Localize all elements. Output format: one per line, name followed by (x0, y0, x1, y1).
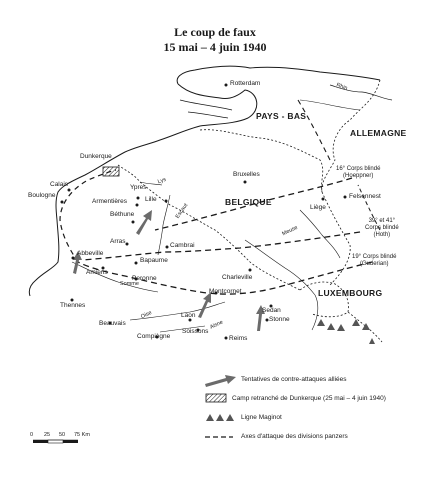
city-laon: Laon (181, 312, 196, 319)
city-ypres: Ypres (130, 184, 147, 191)
legend-panzer-axes: Axes d'attaque des divisions panzers (241, 433, 348, 440)
army-19-line2: (Guderian) (359, 261, 389, 267)
city-reims: Reims (229, 335, 248, 342)
estuary-2 (188, 112, 228, 118)
city-cambrai: Cambrai (170, 242, 195, 249)
river-aisne: Aisne (209, 319, 225, 331)
army-16-line2: (Hoeppner) (343, 173, 374, 179)
city-lille: Lille (145, 196, 157, 203)
legend-maginot: Ligne Maginot (241, 414, 282, 421)
army-16-line1: 16° Corps blindé (336, 166, 381, 172)
arrow-arras (136, 210, 152, 235)
city-dunkerque: Dunkerque (80, 153, 112, 160)
city-rotterdam: Rotterdam (230, 80, 261, 87)
estuary (180, 100, 232, 110)
map-subtitle: 15 mai – 4 juin 1940 (163, 40, 267, 54)
city-peronne: Peronne (132, 275, 157, 282)
country-luxembourg: LUXEMBOURG (318, 288, 383, 298)
city-sedan: Sedan (262, 307, 281, 314)
city-compiegne: Compiègne (137, 333, 171, 340)
army-16-corps (336, 166, 380, 180)
army-19-line1: 19° Corps blindé (352, 254, 397, 260)
scale-bar (33, 440, 78, 443)
dutch-coast (177, 66, 380, 84)
country-belgique: BELGIQUE (225, 197, 272, 207)
city-amiens: Amiens (86, 269, 108, 276)
city-bethune: Béthune (110, 211, 135, 218)
army-39-line2: Corps blindé (365, 225, 399, 231)
river-oise: Oise (140, 309, 153, 321)
axis-north (298, 100, 330, 160)
rhin-river-2 (300, 100, 360, 110)
army-39-41-corps (365, 218, 399, 239)
army-19-corps (352, 254, 396, 268)
city-calais: Calais (50, 181, 69, 188)
legend-counter-attacks: Tentatives de contre-attaques alliées (241, 376, 347, 383)
scale-label-25: 25 (44, 432, 51, 438)
city-abbeville: Abbeville (77, 250, 104, 257)
city-bapaume: Bapaume (140, 257, 168, 264)
escaut-river (158, 195, 170, 255)
river-somme: Somme (120, 281, 139, 287)
border-nl-be (200, 130, 323, 192)
legend-hatch-icon (206, 394, 226, 402)
army-39-line1: 39° et 41° (368, 218, 396, 224)
city-charleville: Charleville (222, 274, 253, 281)
city-dots (61, 84, 347, 340)
city-felsennest: Felsennest (349, 193, 381, 200)
river-rhin: Rhin (335, 82, 349, 92)
maginot-line (317, 319, 375, 344)
river-lys: Lys (157, 176, 167, 186)
meuse-river-north (300, 210, 340, 258)
city-armentieres: Armentières (92, 198, 128, 205)
scale-label-75: 75 Km (74, 432, 90, 438)
country-pays-bas: PAYS - BAS (256, 111, 307, 121)
city-montcornet: Montcornet (209, 288, 242, 295)
city-liege: Liège (310, 204, 326, 211)
scale-label-50: 50 (59, 432, 66, 438)
city-boulogne: Boulogne (28, 192, 56, 199)
city-thennes: Thennes (60, 302, 86, 309)
city-arras: Arras (110, 238, 126, 245)
river-meuse: Meuse (281, 224, 299, 238)
border-be-de (322, 192, 350, 285)
legend-maginot-icon (206, 414, 234, 421)
river-escaut: Escaut (174, 202, 190, 220)
city-stonne: Stonne (269, 316, 290, 323)
city-bruxelles: Bruxelles (233, 171, 260, 178)
map-title: Le coup de faux (174, 25, 256, 39)
city-beauvais: Beauvais (99, 320, 126, 327)
city-soissons: Soissons (182, 328, 209, 335)
arrow-montcornet (198, 292, 211, 318)
dunkirk-camp (103, 167, 119, 176)
country-allemagne: ALLEMAGNE (350, 128, 407, 138)
legend-dunkirk-camp: Camp retranché de Dunkerque (25 mai – 4 juin 1940) (232, 395, 386, 402)
axis-hoth (82, 232, 360, 260)
army-39-line3: (Hoth) (373, 232, 391, 238)
scale-label-0: 0 (30, 432, 34, 438)
legend-arrow-icon (205, 375, 236, 387)
